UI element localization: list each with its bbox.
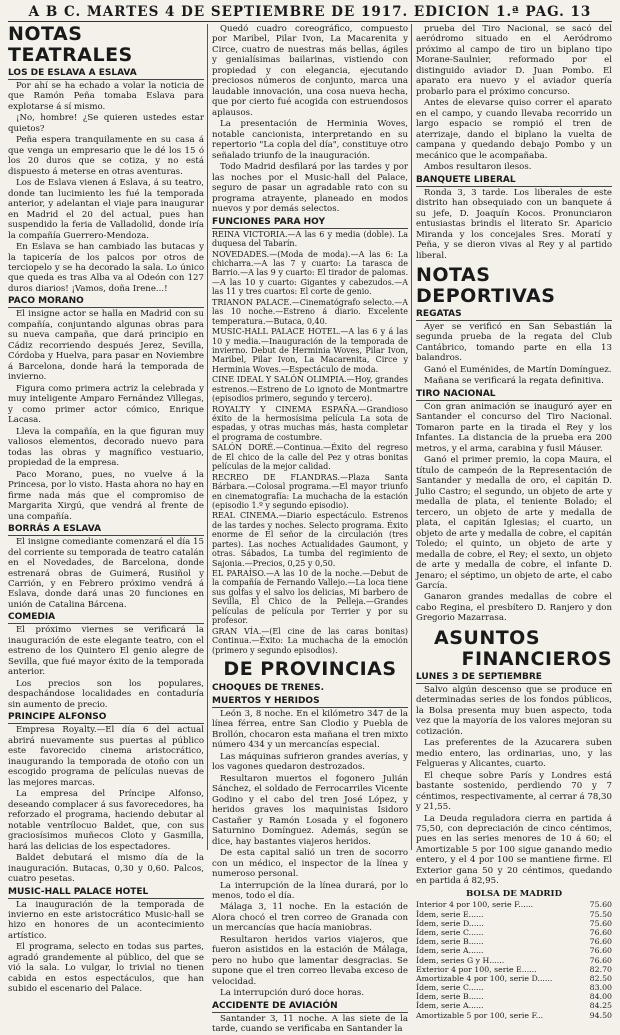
paragraph: La Deuda reguladora cierra en partida á 75,50, con depreciación de cinco céntimos, pues en las series menores de 10 á 60; el Amortizable 5 por 100 sigue ganando medio entero, y el 4 por 100 se mantiene firme. El Exterior gana 50 y 20 céntimos, quedando en partida á 82,95. xyxy=(416,813,612,887)
paragraph: Ambos resultaron ilesos. xyxy=(424,162,532,173)
row-label: Ídem, serie B...... xyxy=(416,937,484,947)
paragraph: Ganaron grandes medallas de cobre el cabo Regina, el presbítero D. Ranjero y don Gregorio Mazarrasa. xyxy=(416,592,612,624)
paragraph: Quedó cuadro coreográfico, compuesto por Maribel, Pilar Ivon, La Macarenita y Circe, cuatro de nuestras más bellas, ágiles y genialísimas bailarinas, vistiendo con propiedad y con elegancia, ejecutando preciosos números de conjunto, marca una laudable innovación, una cosa nueva hecha, que por cierto fué acogida con estruendosos aplausos. xyxy=(212,24,408,118)
paragraph: Figura como primera actriz la celebrada y muy inteligente Amparo Fernández Villegas, y como primer actor cómico, Enrique Lacasa. xyxy=(8,383,204,426)
paragraph: Lleva la compañía, en la que figuran muy valiosos elementos, decorado nuevo para todas las obras y magnífico vestuario, propiedad de la empresa. xyxy=(8,426,204,469)
table-row xyxy=(416,965,612,974)
listing-item: GRAN VÍA.—(El cine de las caras bonitas) Continua.—Éxito: La muchacha de la emoción (primero y segundo episodios). xyxy=(212,626,408,655)
article-body xyxy=(416,402,612,624)
article-heading: PACO MORANO xyxy=(8,296,204,308)
article-heading: FUNCIONES PARA HOY xyxy=(212,217,408,229)
article-body xyxy=(416,24,612,173)
paragraph: Resultaron muertos el fogonero Julián Sánchez, el soldado de Ferrocarriles Vicente Godino y el cabo del tren José López, y heridos graves los maquinistas Isidoro Castañer y Ramón Losada y el fogonero Saturnino Domínguez. Además, según se dice, hay bastantes viajeros heridos. xyxy=(212,773,408,847)
article-body xyxy=(212,1014,408,1035)
article-heading: REGATAS xyxy=(416,309,612,321)
row-value: 75.60 xyxy=(589,900,612,910)
article-heading: LOS DE ESLAVA A ESLAVA xyxy=(8,68,204,80)
article-heading: MUSIC-HALL PALACE HOTEL xyxy=(8,887,204,899)
paragraph: Con gran animación se inauguró ayer en Santander el concurso del Tiro Nacional. Tomaron parte en la tirada el Rey y los Infantes. La distancia de la prueba era 200 metros, y el arma, carabina y fusil Máuser. xyxy=(416,401,612,454)
table-row xyxy=(416,1001,612,1010)
paragraph: Empresa Royalty.—El día 6 del actual abrirá nuevamente sus puertas al público este favorecido cinema aristocrático, inaugurando la temporada de otoño con un escogido programa de películas nuevas de las mejores marcas. xyxy=(8,725,204,788)
section-title-financieros: FINANCIEROS xyxy=(461,647,612,670)
row-value: 83.00 xyxy=(589,983,612,993)
listing-item: SALÓN DORÉ.—Continua.—Éxito del regreso de El chico de la calle del Pez y otras bonitas películas de la mejor calidad. xyxy=(212,443,408,472)
paragraph: La presentación de Herminia Woves, notable cancionista, interpretando en su repertorio "La copla del día", constituye otro señalado triunfo de la inauguración. xyxy=(212,119,408,161)
row-label: Ídem, serie E...... xyxy=(416,909,484,919)
article-body xyxy=(416,322,612,387)
article-body xyxy=(416,685,612,887)
table-row xyxy=(416,946,612,955)
article-body xyxy=(8,309,204,522)
paragraph: Baldet debutará el mismo día de la inauguración. Butacas, 0,30 y 0,60. Palcos, cuatro pesetas. xyxy=(8,853,204,885)
paragraph: Mañana se verificará la regata definitiva. xyxy=(424,376,604,387)
masthead: A B C. MARTES 4 DE SEPTIEMBRE DE 1917. EDICION 1.ª PAG. 13 xyxy=(28,4,592,20)
table-row xyxy=(416,1011,612,1020)
paragraph: Las preferentes de la Azucarera suben medio entero, las ordinarias, uno, y las Felgueras y Alicantes, cuarto. xyxy=(416,738,612,770)
paragraph: Las máquinas sufrieron grandes averías, y los vagones quedaron destrozados. xyxy=(212,751,408,773)
paragraph: El cheque sobre París y Londres está bastante sostenido, perdiendo 70 y 7 céntimos, respectivamente, al cerrar á 78,30 y 21,55. xyxy=(416,770,612,813)
paragraph: El próximo viernes se verificará la inauguración de este elegante teatro, con el estreno de los Quintero El genio alegre de Sevilla, que fué mayor éxito de la temporada anterior. xyxy=(8,625,204,678)
section-title-notas-deportivas: NOTAS DEPORTIVAS xyxy=(416,264,556,308)
column-1 xyxy=(8,23,204,995)
table-row xyxy=(416,900,612,909)
column-divider xyxy=(207,24,208,850)
table-row xyxy=(416,937,612,946)
paragraph: Antes de elevarse quiso correr el aparato en el campo, y cuando llevaba recorrido un largo espacio se rompió el tren de aterrizaje, dando el biplano la vuelta de campana y quedando debajo Pombo y un mecánico que le acompañaba. xyxy=(416,98,612,161)
row-label: Ídem, series G y H...... xyxy=(416,955,505,965)
column-2 xyxy=(212,24,408,1035)
table-row xyxy=(416,956,612,965)
paragraph: La interrupción de la línea durará, por lo menos, todo el día. xyxy=(212,880,408,901)
paragraph: Por ahí se ha echado a volar la noticia de que Ramón Peña tomaba Eslava para explotarse á sí mismo. xyxy=(8,80,204,112)
listing-item: REINA VICTORIA.—A las 6 y media (doble). La duquesa del Tabarín. xyxy=(212,229,408,249)
article-body xyxy=(212,24,408,215)
article-body xyxy=(8,537,204,610)
paragraph: Ayer se verificó en San Sebastián la segunda prueba de la regata del Club Cantábrico, tomando parte en ella 13 balandros. xyxy=(416,321,612,364)
article-heading: PRINCIPE ALFONSO xyxy=(8,712,204,724)
paragraph: Ganó el primer premio, la copa Maura, el título de campeón de la Representación de Santander y medalla de oro, el capitán D. Julio Castro; el segundo, un objeto de arte y medalla de plata, el teniente Bolado; el tercero, un objeto de arte y medalla de plata, el capitán Iglesias; el cuarto, un objeto de arte y medalla de cobre, el capitán Toledo; el quinto, un objeto de arte y medalla de cobre, el Rey; el sexto, un objeto de arte y medalla de cobre, el infante D. Jenaro; el séptimo, un objeto de arte, el cabo García. xyxy=(416,455,612,591)
paragraph: ¡No, hombre! ¿Se quieren ustedes estar quietos? xyxy=(8,113,204,134)
listing-item: REAL CINEMA.—Diario espectáculo. Estrenos de las tardes y noches. Selecto programa. Éxito enorme de El señor de la circulación (tres partes). Las noches Actualidades Gaumont, y otras. Sábados, La tumba del regimiento de Sajonia.—Precios, 0,25 y 0,50. xyxy=(212,511,408,568)
row-label: Ídem, serie A...... xyxy=(416,1001,484,1011)
paragraph: Los de Eslava vienen á Eslava, á su teatro, donde tan lucimiento les fué la temporada anterior, y adelantan el viaje para inaugurar en Madrid el 20 del actual, pues han suspendido la feria de Valladolid, donde iría la compañía Guerrero-Mendoza. xyxy=(8,178,204,241)
row-value: 82.70 xyxy=(589,964,612,974)
article-heading: COMEDIA xyxy=(8,612,204,624)
article-body xyxy=(8,725,204,884)
article-subheading: MUERTOS Y HERIDOS xyxy=(212,696,408,708)
article-body xyxy=(8,900,204,995)
row-label: Ídem, serie D...... xyxy=(416,918,484,928)
paragraph: Todo Madrid desfilará por las tardes y por las noches por el Music-hall del Palace, seguro de pasar un agradable rato con su programa atrayente, planeado en modos nuevos y por demás selectos. xyxy=(212,162,408,215)
article-heading: BORRÁS A ESLAVA xyxy=(8,524,204,536)
row-label: Ídem, serie B...... xyxy=(416,992,484,1002)
paragraph: Ronda 3, 3 tarde. Los liberales de este distrito han obsequiado con un banquete á su jefe, D. Joaquín Kocos. Pronunciaron entusiastas brindis el literato Sr. Aparicio Miranda y los concejales Sres. Moratí y Peña, y se dieron vivas al Rey y al partido liberal. xyxy=(416,187,612,261)
table-row xyxy=(416,910,612,919)
row-value: 75.60 xyxy=(589,918,612,928)
article-body xyxy=(8,625,204,710)
column-divider xyxy=(411,24,412,850)
row-value: 84.25 xyxy=(589,1001,612,1011)
listing-item: TRIANON PALACE.—Cinematógrafo selecto.—A las 10 noche.—Estreno á diario. Excelente temperatura.—Butaca, 0,40. xyxy=(212,297,408,326)
masthead-rule xyxy=(8,21,612,22)
listing-item: ROYALTY Y CINEMA ESPAÑA.—Grandioso éxito de la hermosísima película La sota de espadas, y otras muchas más, hasta completar el programa de costumbre. xyxy=(212,404,408,442)
row-value: 76.60 xyxy=(589,955,612,965)
paragraph: prueba del Tiro Nacional, se sacó del aeródromo situado en el Aeródromo próximo al campo de tiro un biplano tipo Morane-Saulnier, reformado por el distinguido aviador D. Juan Pombo. El aparato era nuevo y el aviador quería probarlo para el próximo concurso. xyxy=(416,24,612,97)
table-row xyxy=(416,919,612,928)
row-label: Amortizable 4 por 100, serie D...... xyxy=(416,973,553,983)
article-heading: ACCIDENTE DE AVIACIÓN xyxy=(212,1001,408,1013)
table-row xyxy=(416,974,612,983)
table-row xyxy=(416,928,612,937)
listings xyxy=(212,230,408,655)
paragraph: Málaga 3, 11 noche. En la estación de Alora chocó el tren correo de Granada con un mercancías que hacía maniobras. xyxy=(212,902,408,934)
row-value: 82.50 xyxy=(589,973,612,983)
article-body xyxy=(212,709,408,999)
listing-item: CINE IDEAL Y SALÓN OLIMPIA.—Hoy, grandes estrenos.—Estreno de Lo ignoto de Montmartre (episodios primero, segundo y tercero). xyxy=(212,375,408,404)
row-label: Interior 4 por 100, serie F...... xyxy=(416,900,534,910)
bolsa-table-title: BOLSA DE MADRID xyxy=(465,888,563,899)
row-label: Ídem, serie C...... xyxy=(416,983,484,993)
row-label: Ídem, serie A...... xyxy=(416,946,484,956)
paragraph: De esta capital salió un tren de socorro con un médico, el inspector de la línea y numeroso personal. xyxy=(212,848,408,880)
paragraph: Santander 3, 11 noche. A las siete de la tarde, cuando se verificaba en Santander la xyxy=(212,1013,408,1035)
paragraph: En Eslava se han cambiado las butacas y la tapicería de los palcos por otros de terciopelo y se ha decorado la sala. Lo único que queda es tras Alba va al Odeón con 127 duros diarios! ¡Vamos, doña Irene...! xyxy=(8,242,204,294)
section-title-asuntos: ASUNTOS xyxy=(434,626,541,649)
paragraph: Peña espera tranquilamente en su casa á que venga un empresario que le dé los 15 ó los 20 duros que se cotiza, y no está dispuesto á meterse en otras aventuras. xyxy=(8,135,204,177)
column-3 xyxy=(416,24,612,1020)
paragraph: Resultaron heridos varios viajeros, que fueron asistidos en la estación de Málaga, pero no hubo que lamentar desgracias. Se supone que el tren correo llevaba exceso de velocidad. xyxy=(212,934,408,987)
row-value: 94.50 xyxy=(589,1010,612,1020)
listing-item: MUSIC-HALL PALACE HOTEL.—A las 6 y á las 10 y media.—Inauguración de la temporada de invierno. Debut de Herminia Woves, Pilar Ivon, Maribel, Pilar Ivon, La Macarenita, Circe y Herminia Woves.—Espectáculo de moda. xyxy=(212,327,408,374)
table-row xyxy=(416,983,612,992)
paragraph: Salvo algún descenso que se produce en determinadas series de los fondos públicos, la Bolsa presenta muy buen aspecto, toda vez que la mayoría de los valores mejoran su cotización. xyxy=(416,684,612,737)
article-heading: BANQUETE LIBERAL xyxy=(416,175,612,187)
paragraph: El programa, selecto en todas sus partes, agradó grandemente al público, del que se vió la sala. Lo vulgar, lo trivial no tienen cabida en estos espectáculos, que han subido el escenario del Palace. xyxy=(8,942,204,995)
article-heading: TIRO NACIONAL xyxy=(416,389,612,401)
row-value: 76.60 xyxy=(589,937,612,947)
row-value: 76.60 xyxy=(589,927,612,937)
paragraph: La inauguración de la temporada de invierno en este aristocrático Music-hall se hizo en honores de un acontecimiento artístico. xyxy=(8,899,204,941)
article-body xyxy=(416,188,612,261)
row-label: Exterior 4 por 100, serie E...... xyxy=(416,964,537,974)
article-heading: LUNES 3 DE SEPTIEMBRE xyxy=(416,672,612,684)
paragraph: El insigne actor se halla en Madrid con su compañía, conjuntando algunas obras para su nueva campaña, que dará principio en Cádiz recorriendo después Jerez, Sevilla, Córdoba y Huelva, para pasar en Noviembre á Barcelona, donde hará la temporada de invierno. xyxy=(8,309,204,383)
listing-item: EL PARAÍSO.—A las 10 de la noche.—Debut de la compañía de Fernando Vallejo.—La loca tiene sus golfas y el salvo los delicias, Mi barbero de Sevilla, El Chico de la Pelleja.—Grandes películas de película por Terrier y por su profesor. xyxy=(212,569,408,626)
paragraph: León 3, 8 noche. En el kilómetro 347 de la línea férrea, entre San Clodio y Puebla de Brollón, chocaron esta mañana el tren mixto número 434 y un mercancías especial. xyxy=(212,708,408,751)
section-title-de-provincias: DE PROVINCIAS xyxy=(223,657,397,680)
row-label: Ídem, serie C...... xyxy=(416,927,484,937)
paragraph: Ganó el Euménides, de Martín Domínguez. xyxy=(424,364,612,375)
paragraph: Los precios son los populares, despachándose localidades en contaduría sin aumento de precio. xyxy=(8,678,204,710)
paragraph: Paco Morano, pues, no vuelve á la Princesa, por lo visto. Hasta ahora no hay en firme nada más que el compromiso de Margarita Xirgú, que vendrá al frente de una compañía. xyxy=(8,469,204,522)
article-heading: CHOQUES DE TRENES. xyxy=(212,682,325,693)
row-value: 75.50 xyxy=(589,909,612,919)
bolsa-table xyxy=(416,900,612,1019)
row-value: 84.00 xyxy=(589,992,612,1002)
table-row xyxy=(416,992,612,1001)
paragraph: El insigne comediante comenzará el día 15 del corriente su temporada de teatro catalán en el Novedades, de Barcelona, donde estrenará obras de Guimerá, Rusiñol y Carrión, y en Febrero próximo vendrá á Eslava, donde dará unas 20 funciones en unión de Catalina Bárcena. xyxy=(8,537,204,610)
listing-item: NOVEDADES.—(Moda de moda).—A las 6: La chicharra.—A las 7 y cuarto: La tarasca de Barrio.—A las 9 y cuarto: El tirador de palomas.—A las 10 y cuarto: Gigantes y cabezudos.—A las 11 y tres cuartos: El corte de genio. xyxy=(212,249,408,297)
row-value: 76.60 xyxy=(589,946,612,956)
paragraph: La empresa del Príncipe Alfonso, deseando complacer á sus favorecedores, ha reforzado el programa, haciendo debutar al notable ventrílocuo Baldet, que, con sus graciosísimos muñecos Cloto y Gasmilla, hará las delicias de los espectadores. xyxy=(8,789,204,852)
article-body xyxy=(8,81,204,295)
section-title-notas-teatrales: NOTAS TEATRALES xyxy=(8,23,133,66)
listing-item: RECREO DE FLANDRAS.—Plaza Santa Bárbara.—Colosal programa.—El mayor triunfo en cinematografía: La muchacha de la estación (episodio 1.º y segundo episodio). xyxy=(212,472,408,510)
paragraph: La interrupción duró doce horas. xyxy=(220,988,365,999)
row-label: Amortizable 5 por 100, serie F... xyxy=(416,1010,544,1020)
